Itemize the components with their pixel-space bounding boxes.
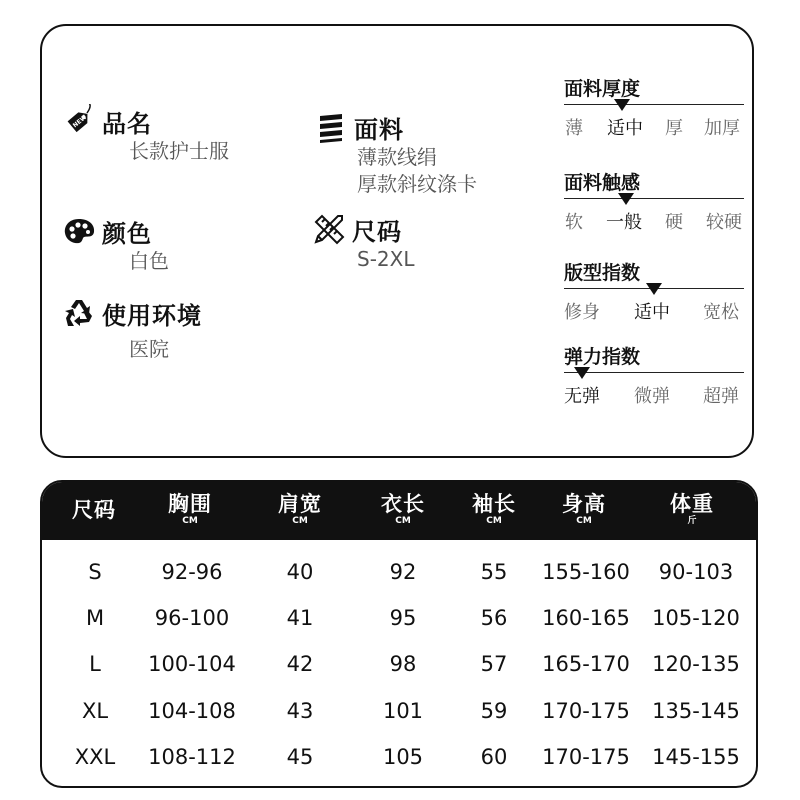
scale-label: 宽松	[703, 302, 739, 323]
scale-elasticity-index	[564, 344, 744, 412]
scale-fit-index	[564, 260, 744, 328]
table-cell: 108-112	[148, 745, 236, 769]
table-cell: 98	[389, 652, 417, 676]
attr-fabric-value-1: 薄款线绢	[357, 145, 437, 169]
table-cell: 135-145	[652, 699, 740, 723]
scale-title: 面料厚度	[564, 78, 641, 100]
attr-size	[312, 212, 414, 273]
attr-product-name-title: 品名	[102, 109, 152, 138]
table-cell: M	[85, 606, 105, 630]
header-cell-sleeve	[458, 492, 530, 526]
table-row	[42, 644, 756, 690]
scale-track	[564, 196, 744, 202]
attr-size-value: S-2XL	[357, 247, 415, 271]
attr-usage-title: 使用环境	[102, 301, 202, 330]
table-cell: XL	[81, 699, 109, 723]
table-cell: L	[89, 652, 101, 676]
scale-indicator-icon	[646, 283, 662, 295]
header-title: 尺码	[72, 498, 116, 522]
table-row	[42, 552, 756, 598]
attr-product-name-value: 长款护士服	[129, 139, 229, 163]
table-cell: 100-104	[148, 652, 236, 676]
price-tag-icon	[62, 104, 96, 138]
scale-label: 微弹	[634, 386, 670, 407]
scale-label-selected: 适中	[634, 302, 670, 323]
attr-color-value: 白色	[129, 249, 169, 273]
header-title: 胸围	[168, 492, 212, 516]
table-cell: 57	[480, 652, 508, 676]
scale-title: 面料触感	[564, 172, 641, 194]
table-cell: 41	[286, 606, 314, 630]
scale-label: 硬	[665, 212, 683, 233]
header-unit: CM	[576, 516, 592, 526]
table-cell: 155-160	[542, 560, 630, 584]
table-cell: 43	[286, 699, 314, 723]
table-cell: 120-135	[652, 652, 740, 676]
table-row	[42, 737, 756, 783]
size-table-header	[42, 482, 756, 540]
scale-label: 厚	[665, 118, 683, 139]
scale-indicator-icon	[574, 367, 590, 379]
scale-title: 弹力指数	[564, 346, 641, 368]
table-cell: 96-100	[154, 606, 230, 630]
table-cell: XXL	[74, 745, 116, 769]
fabric-stripes-icon	[314, 110, 348, 144]
table-cell: 104-108	[148, 699, 236, 723]
table-cell: 55	[480, 560, 508, 584]
scale-label-selected: 一般	[606, 212, 642, 233]
header-cell-size	[58, 498, 130, 522]
table-cell: 165-170	[542, 652, 630, 676]
table-cell: 60	[480, 745, 508, 769]
table-cell: 101	[382, 699, 424, 723]
scale-label: 较硬	[706, 212, 742, 233]
scale-label: 软	[565, 212, 583, 233]
header-cell-shoulder	[264, 492, 336, 526]
scale-indicator-icon	[618, 193, 634, 205]
header-title: 袖长	[472, 492, 516, 516]
scale-indicator-icon	[614, 99, 630, 111]
table-cell: 56	[480, 606, 508, 630]
svg-text:NEW: NEW	[71, 113, 89, 130]
recycle-icon	[62, 296, 96, 330]
header-cell-height	[548, 492, 620, 526]
attr-color	[62, 214, 169, 275]
scale-track	[564, 370, 744, 376]
attr-usage	[62, 296, 202, 363]
table-cell: 95	[389, 606, 417, 630]
table-cell: 170-175	[542, 699, 630, 723]
table-cell: 90-103	[658, 560, 734, 584]
table-row	[42, 598, 756, 644]
scale-label: 加厚	[704, 118, 740, 139]
header-unit: CM	[486, 516, 502, 526]
scale-label: 修身	[564, 302, 600, 323]
table-cell: S	[88, 560, 102, 584]
scale-track	[564, 102, 744, 108]
attr-product-name	[62, 104, 229, 165]
header-title: 体重	[670, 492, 714, 516]
attr-fabric-title: 面料	[354, 115, 404, 144]
table-cell: 40	[286, 560, 314, 584]
table-cell: 59	[480, 699, 508, 723]
header-unit: CM	[395, 516, 411, 526]
ruler-pencil-icon	[312, 212, 346, 246]
header-title: 肩宽	[278, 492, 322, 516]
size-table	[40, 480, 758, 788]
table-cell: 160-165	[542, 606, 630, 630]
palette-icon	[62, 214, 96, 248]
header-title: 身高	[562, 492, 606, 516]
table-cell: 145-155	[652, 745, 740, 769]
scale-label: 薄	[565, 118, 583, 139]
scale-label-selected: 适中	[607, 118, 643, 139]
table-cell: 170-175	[542, 745, 630, 769]
header-cell-length	[367, 492, 439, 526]
attr-usage-value: 医院	[129, 337, 169, 361]
scale-track	[564, 286, 744, 292]
header-unit: 斤	[687, 516, 697, 526]
scale-label: 超弹	[703, 386, 739, 407]
header-unit: CM	[292, 516, 308, 526]
scale-fabric-thickness	[564, 76, 744, 144]
table-cell: 92	[389, 560, 417, 584]
table-cell: 105	[382, 745, 424, 769]
table-cell: 105-120	[652, 606, 740, 630]
attr-fabric-value-2: 厚款斜纹涤卡	[357, 172, 477, 196]
table-row	[42, 691, 756, 737]
attr-color-title: 颜色	[102, 219, 152, 248]
scale-title: 版型指数	[564, 262, 641, 284]
attr-size-title: 尺码	[352, 217, 402, 246]
table-cell: 92-96	[161, 560, 223, 584]
table-cell: 45	[286, 745, 314, 769]
header-cell-chest	[154, 492, 226, 526]
table-cell: 42	[286, 652, 314, 676]
header-cell-weight	[656, 492, 728, 526]
scale-fabric-touch	[564, 170, 744, 238]
attr-fabric	[314, 110, 477, 198]
header-unit: CM	[182, 516, 198, 526]
scale-label-selected: 无弹	[564, 386, 600, 407]
header-title: 衣长	[381, 492, 425, 516]
